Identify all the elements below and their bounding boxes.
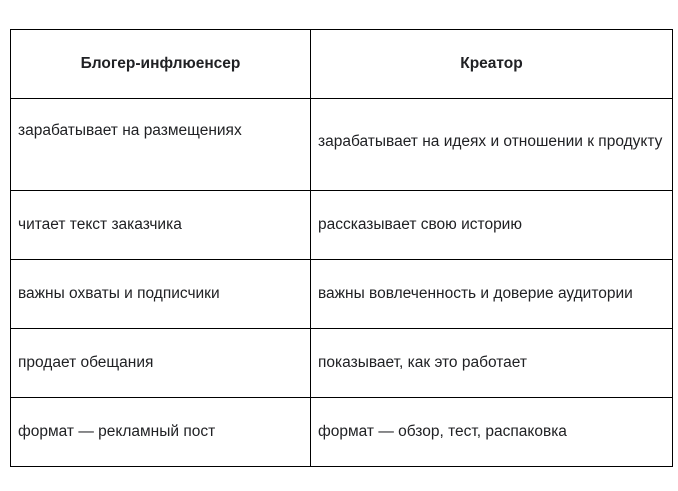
cell-creator <box>311 329 673 398</box>
header-influencer <box>11 30 311 99</box>
cell-text: важны охваты и подписчики <box>18 285 220 302</box>
cell-creator <box>311 99 673 191</box>
table-row <box>11 99 673 191</box>
cell-text: рассказывает свою историю <box>318 216 522 233</box>
table-row <box>11 329 673 398</box>
cell-influencer <box>11 329 311 398</box>
cell-text: важны вовлеченность и доверие аудитории <box>318 285 633 302</box>
comparison-table-container <box>10 29 672 467</box>
header-creator-label: Креатор <box>460 55 523 72</box>
table-row <box>11 191 673 260</box>
header-influencer-label: Блогер-инфлюенсер <box>80 55 241 72</box>
cell-creator <box>311 191 673 260</box>
cell-creator <box>311 398 673 467</box>
table-row <box>11 260 673 329</box>
cell-text: читает текст заказчика <box>18 216 182 233</box>
header-creator <box>311 30 673 99</box>
cell-text: продает обещания <box>18 354 154 371</box>
table-header-row <box>11 30 673 99</box>
table-row <box>11 398 673 467</box>
cell-influencer <box>11 398 311 467</box>
comparison-table <box>10 29 673 467</box>
cell-text: зарабатывает на размещениях <box>18 121 242 139</box>
cell-influencer <box>11 99 311 191</box>
cell-influencer <box>11 260 311 329</box>
cell-creator <box>311 260 673 329</box>
cell-text: зарабатывает на идеях и отношении к продукту <box>318 132 663 150</box>
cell-influencer <box>11 191 311 260</box>
cell-text: формат — рекламный пост <box>18 423 216 440</box>
cell-text: формат — обзор, тест, распаковка <box>318 423 567 440</box>
cell-text: показывает, как это работает <box>318 354 528 371</box>
